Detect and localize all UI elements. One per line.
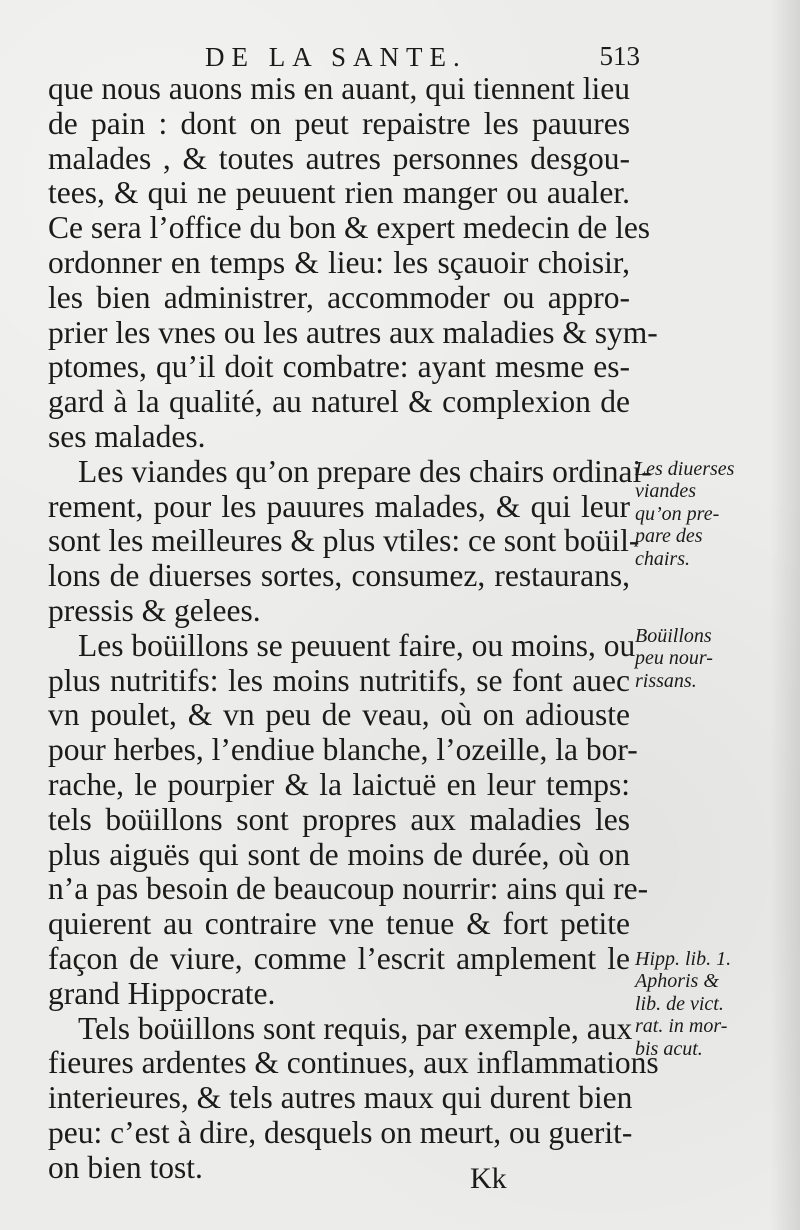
text-line: pour herbes, l’endiue blanche, l’ozeille, la bor- bbox=[48, 732, 638, 768]
marginal-note-line: viandes bbox=[635, 480, 697, 503]
text-line: rement, pour les pauures malades, & qui leur bbox=[48, 488, 630, 524]
marginal-note-line: Boüillons bbox=[635, 625, 712, 647]
signature-mark: Kk bbox=[470, 1162, 507, 1195]
text-line: plus aiguës qui sont de moins de durée, où on bbox=[48, 836, 630, 872]
text-line: peu: c’est à dire, desquels on meurt, ou guerit- bbox=[48, 1114, 633, 1150]
text-line: Les viandes qu’on prepare des chairs ordinai- bbox=[78, 453, 652, 489]
text-line: ses malades. bbox=[48, 418, 206, 454]
text-line: tees, & qui ne peuuent rien manger ou aualer. bbox=[48, 175, 630, 211]
marginal-note-line: Aphoris & bbox=[635, 970, 719, 993]
running-title: DE LA SANTE. bbox=[205, 42, 467, 72]
page-number: 513 bbox=[599, 41, 640, 71]
text-line: ptomes, qu’il doit combatre: ayant mesme es- bbox=[48, 349, 630, 385]
marginal-note-line: Les diuerses bbox=[635, 458, 735, 480]
marginal-note-bouillons bbox=[635, 625, 775, 692]
marginal-note-line: rissans. bbox=[635, 669, 697, 692]
text-line: on bien tost. bbox=[48, 1149, 203, 1185]
page-edge-shadow bbox=[770, 0, 800, 1230]
text-line: tels boüillons sont propres aux maladies les bbox=[48, 801, 630, 837]
text-line: de pain : dont on peut repaistre les pauures bbox=[48, 105, 630, 141]
running-head bbox=[0, 34, 800, 74]
text-line: grand Hippocrate. bbox=[48, 975, 276, 1011]
text-line: quierent au contraire vne tenue & fort petite bbox=[48, 906, 630, 942]
text-line: plus nutritifs: les moins nutritifs, se font auec bbox=[48, 662, 630, 698]
marginal-note-line: chairs. bbox=[635, 547, 690, 570]
marginal-note-hippocrate bbox=[635, 948, 775, 1060]
marginal-note-line: pare des bbox=[635, 525, 703, 548]
text-line: prier les vnes ou les autres aux maladies & sym- bbox=[48, 314, 658, 350]
marginal-note-line: bis acut. bbox=[635, 1037, 703, 1060]
text-line: façon de viure, comme l’escrit amplement le bbox=[48, 940, 630, 976]
text-line: interieures, & tels autres maux qui durent bien bbox=[48, 1080, 633, 1116]
text-line: rache, le pourpier & la laictuë en leur temps: bbox=[48, 766, 630, 802]
text-line: malades , & toutes autres personnes desgou- bbox=[48, 140, 630, 176]
text-line: sont les meilleures & plus vtiles: ce sont boüil- bbox=[48, 523, 640, 559]
text-line: vn poulet, & vn peu de veau, où on adiouste bbox=[48, 697, 630, 733]
text-line: lons de diuerses sortes, consumez, restaurans, bbox=[48, 558, 630, 594]
marginal-note-line: peu nour- bbox=[635, 647, 713, 670]
text-line: les bien administrer, accommoder ou appro- bbox=[48, 279, 630, 315]
text-line: ordonner en temps & lieu: les sçauoir choisir, bbox=[48, 244, 630, 280]
text-line: gard à la qualité, au naturel & complexion de bbox=[48, 384, 630, 420]
text-line: pressis & gelees. bbox=[48, 592, 261, 628]
text-line: Ce sera l’office du bon & expert medecin de les bbox=[48, 210, 651, 246]
text-line: Les boüillons se peuuent faire, ou moins, ou bbox=[78, 627, 636, 663]
text-line: n’a pas besoin de beaucoup nourrir: ains qui re- bbox=[48, 871, 649, 907]
marginal-note-line: lib. de vict. bbox=[635, 992, 724, 1015]
text-line: fieures ardentes & continues, aux inflammations bbox=[48, 1045, 659, 1081]
marginal-note-line: Hipp. lib. 1. bbox=[635, 948, 732, 970]
marginal-note-line: rat. in mor- bbox=[635, 1015, 728, 1038]
text-line: que nous auons mis en auant, qui tiennent lieu bbox=[48, 71, 630, 106]
marginal-note-viandes bbox=[635, 458, 775, 570]
marginal-note-line: qu’on pre- bbox=[635, 502, 720, 525]
text-line: Tels boüillons sont requis, par exemple, aux bbox=[78, 1010, 633, 1046]
main-text bbox=[48, 71, 659, 1186]
